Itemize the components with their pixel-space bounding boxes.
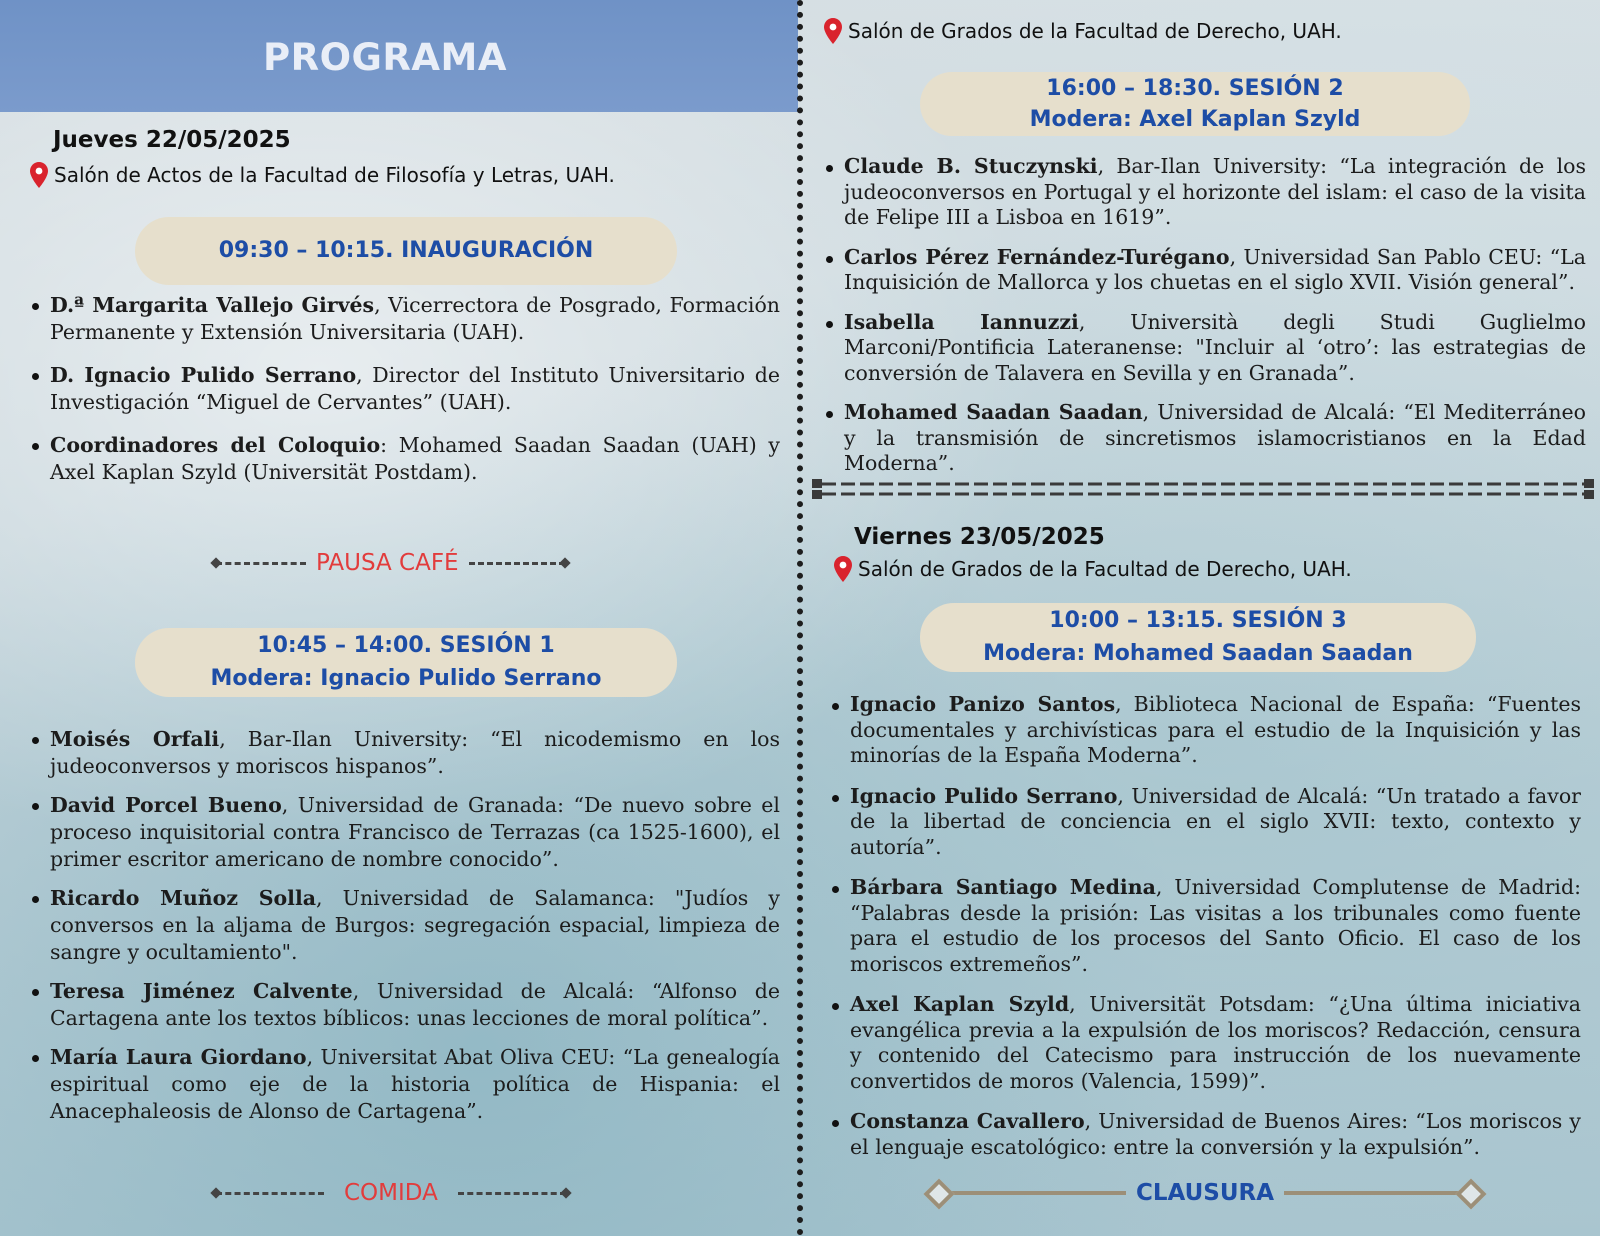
speaker-detail: , Universidad Complutense de Madrid: “Palabras desde la prisión: Las visitas a los tribunales como fuente para el estudio de los procesos del Santo Oficio. El caso de los moriscos extremeños”. [850, 875, 1581, 976]
closing-bar-left [938, 1191, 1126, 1195]
speaker-detail: , Universidad de Alcalá: “Alfonso de Cartagena ante los textos bíblicos: unas lecciones de moral política”. [50, 979, 780, 1030]
speaker-detail: , Director del Instituto Universitario de Investigación “Miguel de Cervantes” (UAH). [50, 363, 780, 414]
speaker-detail: , Università degli Studi Guglielmo Marconi/Pontificia Lateranense: "Incluir al ‘otro’: las estrategias de conversión de Talavera en Sevilla y en Granada”. [844, 309, 1586, 385]
speaker-detail: , Universidad de Granada: “De nuevo sobre el proceso inquisitorial contra Francisco de Terrazas (ca 1525-1600), el primer escritor americano de nombre conocido”. [50, 793, 780, 871]
speaker-name: Ricardo Muñoz Solla [50, 886, 317, 910]
list-item [30, 292, 780, 346]
list-item [824, 400, 1586, 477]
day1-location-text: Salón de Actos de la Facultad de Filosofía y Letras, UAH. [54, 163, 615, 187]
list-item [30, 792, 780, 873]
speaker-name: D.ª Margarita Vallejo Girvés [50, 293, 375, 317]
speaker-name: David Porcel Bueno [50, 793, 282, 817]
day1-location [30, 162, 615, 188]
session3-time: 10:00 – 13:15. SESIÓN 3 [1049, 608, 1347, 633]
break-lunch [216, 1180, 566, 1206]
speaker-name: Constanza Cavallero [850, 1109, 1085, 1133]
session1-list [30, 726, 780, 1137]
column-divider [797, 0, 803, 1236]
speaker-detail: , Bar-Ilan University: “El nicodemismo en los judeoconversos y moriscos hispanos”. [50, 727, 781, 778]
session2-list [824, 154, 1586, 491]
break-lunch-label: COMIDA [344, 1180, 438, 1206]
speaker-name: Moisés Orfali [50, 727, 220, 751]
session2-pill [920, 72, 1470, 136]
session3-pill [920, 603, 1476, 672]
dash-line [216, 562, 306, 565]
location-pin-icon [834, 556, 852, 582]
session2-location [824, 18, 1342, 44]
list-item [824, 154, 1586, 231]
closing-bar-right [1284, 1191, 1472, 1195]
day-separator [812, 478, 1594, 500]
speaker-detail: , Bar-Ilan University: “La integración de los judeoconversos en Portugal y el horizonte del islam: el caso de la visita de Felipe III a Lisboa en 1619”. [844, 154, 1587, 229]
list-item [830, 875, 1581, 977]
speaker-detail: : Mohamed Saadan Saadan (UAH) y Axel Kaplan Szyld (Universität Postdam). [50, 433, 780, 484]
break-coffee-label: PAUSA CAFÉ [316, 550, 459, 576]
list-item [824, 310, 1586, 387]
list-item [30, 432, 780, 486]
dash-line [216, 1192, 324, 1195]
session3-moderator: Modera: Mohamed Saadan Saadan [983, 641, 1413, 666]
speaker-name: Axel Kaplan Szyld [850, 992, 1070, 1016]
session2-time: 16:00 – 18:30. SESIÓN 2 [1046, 76, 1344, 101]
session1-moderator: Modera: Ignacio Pulido Serrano [210, 666, 602, 691]
speaker-name: Teresa Jiménez Calvente [50, 979, 353, 1003]
closing-label: CLAUSURA [1135, 1180, 1275, 1206]
opening-pill-text: 09:30 – 10:15. INAUGURACIÓN [218, 238, 594, 263]
speaker-detail: , Biblioteca Nacional de España: “Fuentes documentales y archivísticas para el estudio de la Inquisición y las minorías de la España Moderna”. [850, 692, 1581, 767]
speaker-name: Ignacio Panizo Santos [850, 692, 1116, 716]
opening-pill [135, 217, 677, 285]
speaker-name: Isabella Iannuzzi [844, 309, 1079, 334]
speaker-detail: , Universidad San Pablo CEU: “La Inquisición de Mallorca y los chuetas en el siglo XVII. Visión general”. [844, 244, 1586, 294]
day2-label: Viernes 23/05/2025 [854, 524, 1105, 550]
opening-list [30, 292, 780, 502]
location-pin-icon [30, 162, 48, 188]
speaker-name: Coordinadores del Coloquio [50, 433, 381, 457]
list-item [830, 784, 1581, 861]
session1-pill [135, 628, 677, 697]
speaker-name: Mohamed Saadan Saadan [844, 400, 1143, 424]
speaker-detail: , Vicerrectora de Posgrado, Formación Permanente y Extensión Universitaria (UAH). [50, 293, 780, 344]
session1-time: 10:45 – 14:00. SESIÓN 1 [257, 633, 555, 658]
list-item [830, 692, 1581, 769]
location-pin-icon [824, 18, 842, 44]
speaker-detail: , Universidad de Salamanca: "Judíos y conversos en la aljama de Burgos: segregación espacial, limpieza de sangre y ocultamiento". [50, 886, 781, 964]
day2-location-text: Salón de Grados de la Facultad de Derecho, UAH. [858, 557, 1352, 581]
break-coffee [216, 550, 565, 576]
list-item [830, 1109, 1581, 1160]
list-item [30, 1044, 780, 1125]
list-item [30, 362, 780, 416]
speaker-name: Claude B. Stuczynski [844, 154, 1098, 178]
list-item [30, 978, 780, 1032]
list-item [30, 726, 780, 780]
list-item [830, 992, 1581, 1094]
list-item [30, 885, 780, 966]
speaker-detail: , Universidad de Buenos Aires: “Los moriscos y el lenguaje escatológico: entre la conversión y la expulsión”. [850, 1109, 1581, 1159]
speaker-name: Ignacio Pulido Serrano [850, 783, 1118, 808]
speaker-name: D. Ignacio Pulido Serrano [50, 363, 357, 387]
page-title: PROGRAMA [262, 36, 507, 79]
speaker-detail: , Universität Potsdam: “¿Una última iniciativa evangélica previa a la expulsión de los moriscos? Redacción, censura y contenido del Catecismo para instrucción de los nuevamente convertidos de moros (Valencia, 1599)”. [850, 992, 1581, 1093]
speaker-detail: , Universitat Abat Oliva CEU: “La genealogía espiritual como eje de la historia política de Hispania: el Anacephaleosis de Alonso de Cartagena”. [50, 1045, 780, 1123]
closing-banner [938, 1180, 1472, 1206]
speaker-name: Bárbara Santiago Medina [850, 875, 1156, 899]
session2-moderator: Modera: Axel Kaplan Szyld [1029, 107, 1361, 132]
dash-line [458, 1192, 566, 1195]
day1-label: Jueves 22/05/2025 [53, 127, 291, 153]
speaker-detail: , Universidad de Alcalá: “El Mediterráneo y la transmisión de sincretismos islamocristianos en la Edad Moderna”. [844, 400, 1586, 475]
dash-line [469, 562, 565, 565]
session2-location-text: Salón de Grados de la Facultad de Derecho, UAH. [848, 19, 1342, 43]
list-item [824, 245, 1586, 296]
speaker-name: Carlos Pérez Fernández-Turégano [844, 244, 1230, 269]
speaker-detail: , Universidad de Alcalá: “Un tratado a favor de la libertad de conciencia en el siglo XVII: texto, contexto y autoría”. [850, 783, 1581, 859]
session3-list [830, 692, 1581, 1175]
speaker-name: María Laura Giordano [50, 1045, 307, 1069]
day2-location [834, 556, 1352, 582]
